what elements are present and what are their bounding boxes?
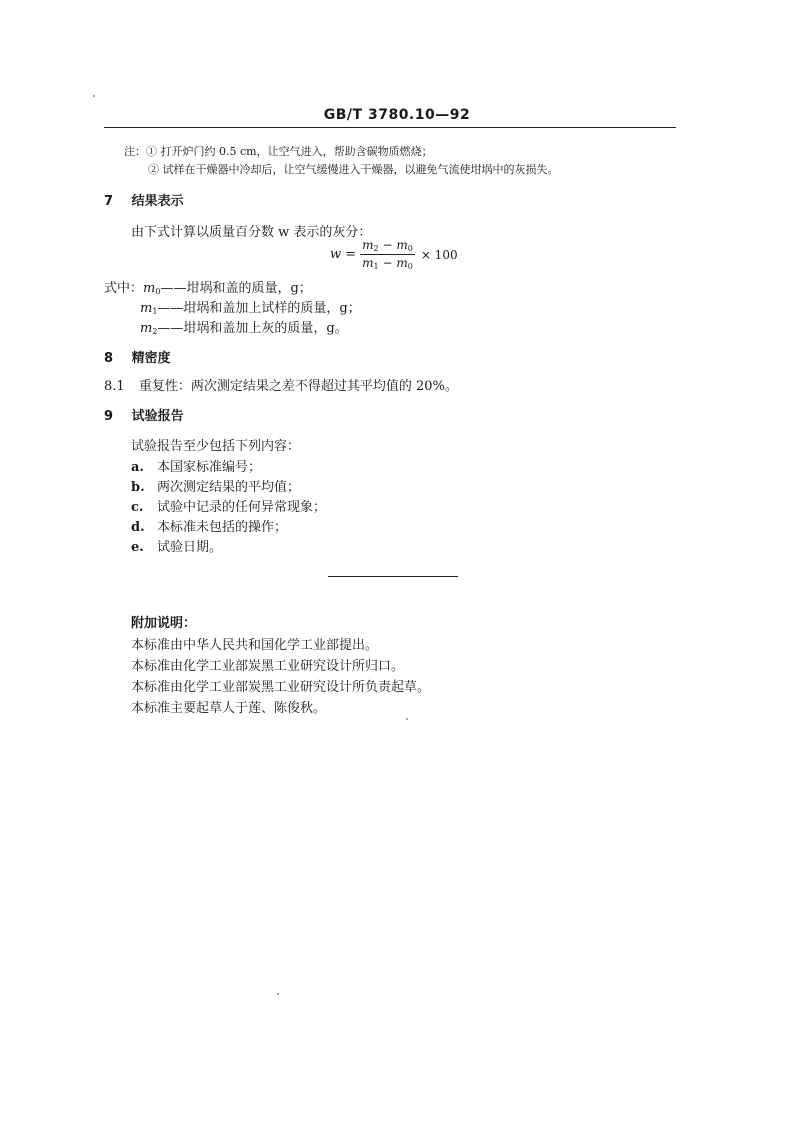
note-1 [124,143,433,159]
appendix-title: 附加说明： [131,616,197,631]
section-8-title: 精密度 [131,351,171,366]
appendix-line: 本标准由化学工业部炭黑工业研究设计所归口。 [131,659,405,674]
appendix-line: 本标准由中华人民共和国化学工业部提出。 [131,638,379,653]
report-item-c: c. 试验中记录的任何异常现象； [131,500,327,515]
section-8-number: 8 [104,351,114,366]
report-item-a: a. 本国家标准编号； [131,460,262,475]
ash-formula [330,238,458,271]
section-7-title: 结果表示 [131,194,184,209]
report-item-e: e. 试验日期。 [131,540,223,555]
formula-lhs: w = [330,247,357,262]
report-item-d: d. 本标准未包括的操作； [131,520,288,535]
note-2: ② 试样在干燥器中冷却后，让空气缓慢进入干燥器，以避免气流使坩埚中的灰损失。 [148,163,559,176]
section-7-intro: 由下式计算以质量百分数 w 表示的灰分： [131,225,372,240]
formula-numerator: $m_2 - m_0$ [362,238,413,253]
formula-multiplier: × 100 [420,247,458,262]
where-label: 式中： [104,281,144,296]
formula-fraction [360,238,415,271]
report-item-b: b. 两次测定结果的平均值； [131,480,301,495]
page-header-standard-number: GB/T 3780.10—92 [323,107,471,123]
section-8-1-number: 8.1 [104,379,125,394]
section-7-number: 7 [104,194,114,209]
section-8-heading [104,347,171,366]
note-label: 注： [124,145,146,158]
appendix-line: 本标准主要起草人于莲、陈俊秋。 [131,701,327,716]
section-8-1-text: 重复性：两次测定结果之差不得超过其平均值的 20%。 [138,379,458,394]
note-1-text: ① 打开炉门约 0.5 cm，让空气进入，帮助含碳物质燃烧； [146,145,433,158]
scan-speck [277,993,279,995]
header-rule [104,127,676,128]
section-9-title: 试验报告 [131,409,184,424]
section-9-heading [104,405,184,424]
scan-speck [93,95,95,97]
section-9-number: 9 [104,409,114,424]
formula-denominator: $m_1 - m_0$ [362,256,413,271]
section-8-1 [104,375,458,394]
scan-speck [406,718,408,720]
section-9-intro: 试验报告至少包括下列内容： [131,439,301,454]
appendix-line: 本标准由化学工业部炭黑工业研究设计所负责起草。 [131,680,431,695]
where-m0: 式中：$m_0——$坩埚和盖的质量，g； [104,281,312,296]
where-m1: $m_1——$坩埚和盖加上试样的质量，g； [140,301,361,316]
where-m2: $m_2——$坩埚和盖加上灰的质量，g。 [140,321,348,336]
section-7-heading [104,190,184,209]
end-rule [328,576,458,577]
